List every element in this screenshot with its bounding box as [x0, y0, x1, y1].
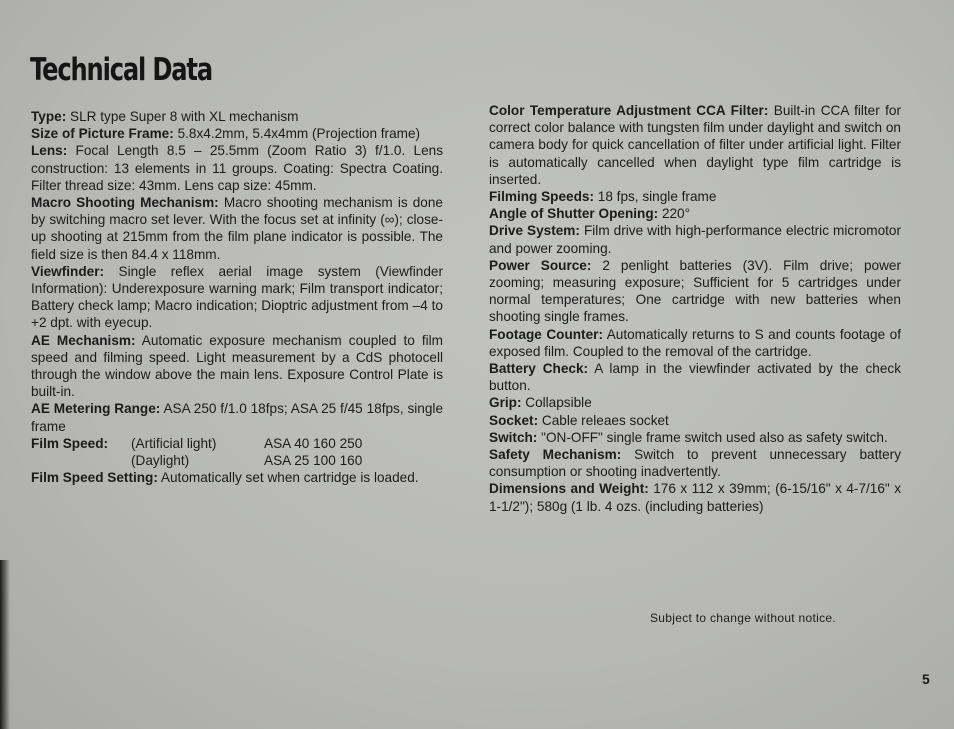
- spec-entry: [31, 125, 443, 142]
- spec-label: Power Source:: [489, 257, 592, 273]
- spec-label: Color Temperature Adjustment CCA Filter:: [489, 103, 769, 118]
- spec-entry: [31, 108, 443, 125]
- spec-label: Type:: [31, 109, 67, 124]
- page-title: Technical Data: [30, 52, 212, 88]
- spec-label: Lens:: [31, 143, 68, 159]
- spec-label: Angle of Shutter Opening:: [489, 206, 659, 222]
- spec-entry: [31, 400, 443, 434]
- spec-entry: [489, 326, 901, 360]
- film-speed-row: [31, 452, 443, 469]
- spec-label: AE Mechanism:: [31, 332, 136, 348]
- spec-text: SLR type Super 8 with XL mechanism: [70, 109, 299, 124]
- spec-text: Film drive with high-performance electric micromotor and power zooming.: [489, 223, 902, 256]
- spec-entry: [31, 194, 443, 263]
- change-notice: Subject to change without notice.: [650, 611, 837, 625]
- spec-label: Filming Speeds:: [489, 189, 594, 205]
- spec-text: 176 x 112 x 39mm; (6-15/16" x 4-7/16" x 1-1/2"); 580g (1 lb. 4 ozs. (including batteries): [489, 481, 901, 514]
- spec-label: AE Metering Range:: [31, 401, 161, 417]
- spec-text: 2 penlight batteries (3V). Film drive; power zooming; measuring exposure; Sufficient for 5 cartridges under normal temperatures; One cartridge with new batteries when shooting single frames.: [489, 257, 901, 325]
- spec-entry: [489, 394, 901, 411]
- spec-entry: [31, 469, 443, 486]
- spec-entry: [489, 429, 901, 446]
- spec-text: Cable releaes socket: [541, 412, 669, 428]
- spec-text: 18 fps, single frame: [597, 189, 717, 205]
- page-number: 5: [922, 671, 930, 687]
- spec-text: 5.8x4.2mm, 5.4x4mm (Projection frame): [177, 126, 421, 142]
- spec-text: "ON-OFF" single frame switch used also as safety switch.: [541, 429, 888, 445]
- spec-label: Battery Check:: [489, 361, 589, 377]
- spec-text: Built-in CCA filter for correct color balance with tungsten film under daylight and switch on camera body for quick cancellation of filter under artificial light. Filter is automatically cancelled when daylight type film cartridge is inserted.: [489, 103, 902, 187]
- spec-label: Macro Shooting Mechanism:: [31, 195, 219, 211]
- spec-entry: [31, 263, 443, 332]
- spec-entry: [489, 188, 901, 205]
- spec-text: Automatic exposure mechanism coupled to film speed and filming speed. Light measurement by a CdS photocell through the window above the main lens. Exposure Control Plate is built-in.: [31, 332, 443, 400]
- spec-label: Switch:: [489, 429, 538, 445]
- spec-entry: [489, 480, 901, 514]
- film-speed-asa: ASA 40 160 250: [264, 435, 363, 451]
- spec-text: Macro shooting mechanism is done by switching macro set lever. With the focus set at infinity (∞); close-up shooting at 215mm from the film plane indicator is possible. The field size is then 84.4 x 118mm.: [31, 195, 443, 262]
- right-column: [489, 102, 901, 515]
- spec-text: Single reflex aerial image system (Viewfinder Information): Underexposure warning mark; Film transport indicator; Battery check lamp; Macro indication; Dioptric adjustment from –4 to +2 dpt. with eyecup.: [31, 263, 443, 331]
- spec-label: Size of Picture Frame:: [31, 126, 174, 142]
- film-speed-label: Film Speed:: [31, 435, 109, 451]
- film-speed-row: [31, 435, 443, 452]
- spec-entry: [489, 412, 901, 429]
- spec-entry: [489, 102, 901, 188]
- spec-entry: [489, 360, 901, 394]
- film-speed-asa: ASA 25 100 160: [264, 453, 363, 469]
- spec-entry: [489, 222, 901, 256]
- spec-text: Automatically returns to S and counts footage of exposed film. Coupled to the removal of the cartridge.: [489, 326, 901, 359]
- spec-label: Grip:: [489, 395, 522, 411]
- spec-text: Collapsible: [525, 395, 592, 411]
- spec-entry: [31, 332, 443, 401]
- film-speed-light: (Daylight): [131, 453, 190, 469]
- spec-entry: [489, 257, 901, 326]
- spec-text: Focal Length 8.5 – 25.5mm (Zoom Ratio 3) f/1.0. Lens construction: 13 elements in 11 groups. Coating: Spectra Coating. Filter thread size: 43mm. Lens cap size: 45mm.: [31, 143, 443, 193]
- spec-entry: [489, 446, 901, 480]
- spec-label: Dimensions and Weight:: [489, 481, 649, 497]
- spec-label: Film Speed Setting:: [31, 470, 158, 486]
- left-column: [31, 108, 443, 486]
- left-entries: [31, 108, 443, 435]
- spec-label: Socket:: [489, 412, 539, 428]
- left-entries-after: [31, 469, 443, 486]
- film-speed-light: (Artificial light): [131, 435, 217, 451]
- spec-text: A lamp in the viewfinder activated by the check button.: [489, 361, 901, 394]
- spec-label: Safety Mechanism:: [489, 447, 622, 463]
- film-speed-table: [31, 435, 443, 469]
- spec-text: 220°: [661, 206, 691, 222]
- spec-entry: [489, 205, 901, 222]
- spec-text: Switch to prevent unnecessary battery consumption or shooting inadvertently.: [489, 447, 902, 480]
- spec-label: Drive System:: [489, 223, 580, 239]
- spec-label: Viewfinder:: [31, 263, 105, 279]
- spec-entry: [31, 142, 443, 194]
- spec-label: Footage Counter:: [489, 326, 603, 342]
- spec-text: ASA 250 f/1.0 18fps; ASA 25 f/45 18fps, single frame: [31, 401, 444, 434]
- spec-text: Automatically set when cartridge is loaded.: [160, 470, 419, 486]
- page-edge-shadow: [0, 560, 10, 729]
